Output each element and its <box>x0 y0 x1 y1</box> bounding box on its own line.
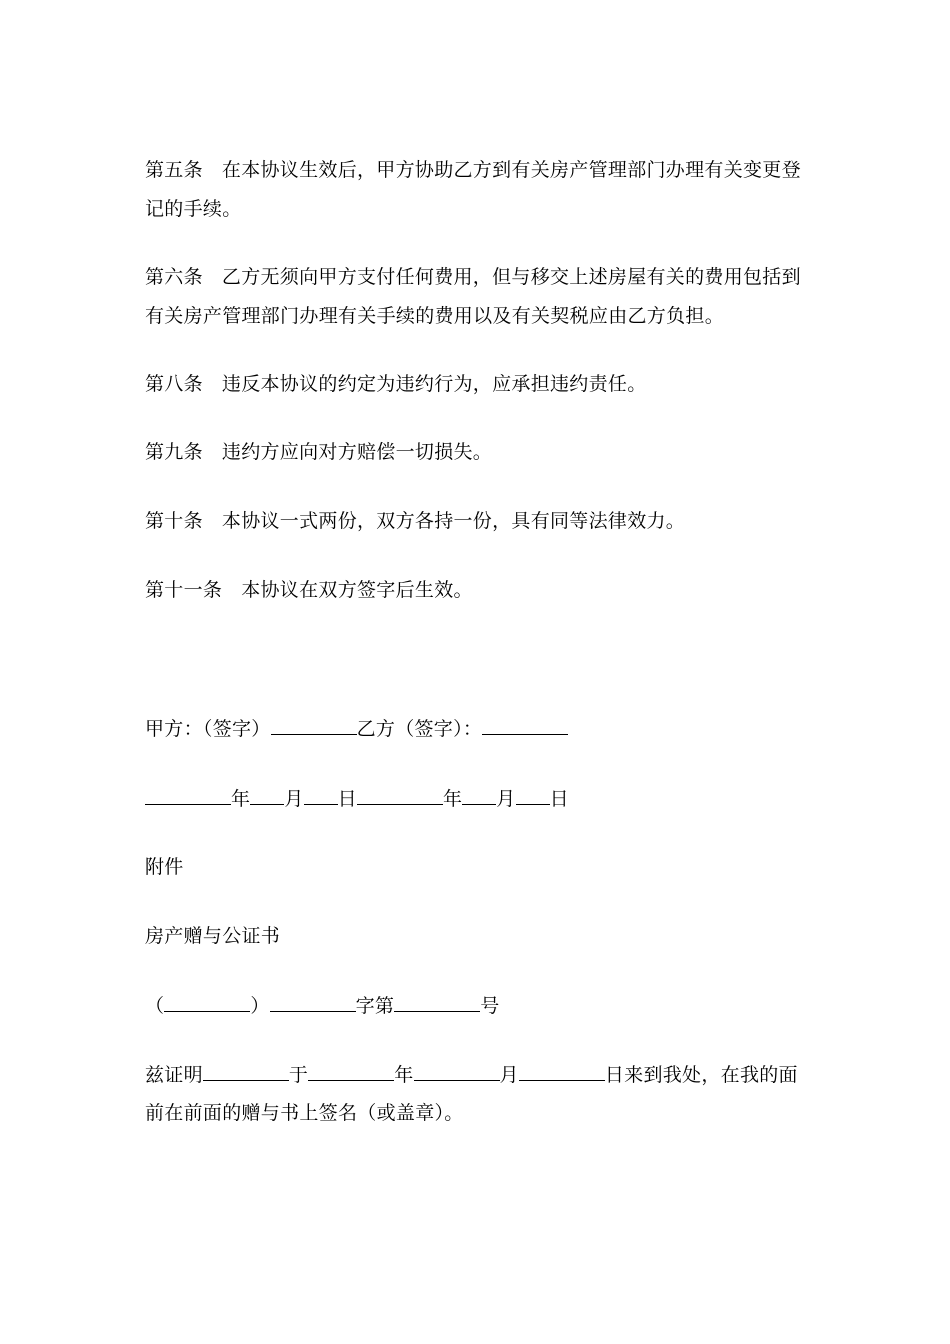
cert-day-text: 日来到我处，在我的面 <box>604 1064 798 1086</box>
article-6-number: 第六条 <box>145 266 203 288</box>
certificate-number-blank[interactable] <box>394 993 480 1012</box>
year-label: 年 <box>231 788 251 810</box>
party-a-label: 甲方：（签字） <box>145 718 271 740</box>
article-8-text: 违反本协议的约定为违约行为，应承担违约责任。 <box>221 373 647 395</box>
cert-at: 于 <box>288 1064 309 1086</box>
cert-day-blank[interactable] <box>519 1062 605 1081</box>
cert-year-label: 年 <box>394 1064 414 1086</box>
article-6-text: 乙方无须向甲方支付任何费用，但与移交上述房屋有关的费用包括到 <box>221 266 801 288</box>
article-5-line-1 <box>145 158 801 182</box>
attachment-title: 房产赠与公证书 <box>145 925 281 947</box>
party-a-day-blank[interactable] <box>304 786 338 805</box>
article-8-number: 第八条 <box>145 373 203 395</box>
article-8 <box>145 372 647 396</box>
certificate-char-label: 字第 <box>355 995 395 1017</box>
article-5-text: 在本协议生效后，甲方协助乙方到有关房产管理部门办理有关变更登 <box>221 159 801 181</box>
party-a-year-blank[interactable] <box>145 786 231 805</box>
certificate-number-line <box>145 993 500 1018</box>
party-b-day-blank[interactable] <box>516 786 550 805</box>
signature-line <box>145 716 568 741</box>
article-10-number: 第十条 <box>145 510 203 532</box>
article-9-number: 第九条 <box>145 441 203 463</box>
day-label: 日 <box>337 788 357 810</box>
year-label: 年 <box>442 788 463 810</box>
party-a-month-blank[interactable] <box>250 786 284 805</box>
article-11 <box>145 578 473 602</box>
month-label: 月 <box>284 788 304 810</box>
party-b-label: 乙方（签字）： <box>356 718 483 740</box>
attachment-label: 附件 <box>145 856 184 878</box>
article-10 <box>145 509 685 533</box>
certificate-prefix-blank[interactable] <box>164 993 250 1012</box>
cert-prefix: 兹证明 <box>145 1064 203 1086</box>
article-10-text: 本协议一式两份，双方各持一份，具有同等法律效力。 <box>221 510 686 532</box>
cert-month-blank[interactable] <box>414 1062 500 1081</box>
article-11-text: 本协议在双方签字后生效。 <box>241 579 473 601</box>
party-b-signature-blank[interactable] <box>482 716 568 735</box>
article-11-number: 第十一条 <box>145 579 223 601</box>
date-line <box>145 786 569 811</box>
article-5-number: 第五条 <box>145 159 203 181</box>
party-b-year-blank[interactable] <box>357 786 443 805</box>
article-6-line-1 <box>145 265 801 289</box>
article-5-line-2: 记的手续。 <box>145 198 242 220</box>
cert-name-blank[interactable] <box>203 1062 289 1081</box>
article-9 <box>145 440 492 464</box>
certificate-char-blank[interactable] <box>270 993 356 1012</box>
month-label: 月 <box>496 788 516 810</box>
article-6-line-2: 有关房产管理部门办理有关手续的费用以及有关契税应由乙方负担。 <box>145 305 725 327</box>
cert-year-blank[interactable] <box>308 1062 394 1081</box>
certificate-text-line-2: 前在前面的赠与书上签名（或盖章）。 <box>145 1102 464 1124</box>
certificate-text-line-1 <box>145 1062 798 1087</box>
open-paren: （ <box>145 995 165 1017</box>
day-label: 日 <box>549 788 569 810</box>
certificate-number-suffix: 号 <box>480 995 500 1017</box>
party-a-signature-blank[interactable] <box>271 716 357 735</box>
article-9-text: 违约方应向对方赔偿一切损失。 <box>221 441 493 463</box>
cert-month-label: 月 <box>499 1064 519 1086</box>
close-paren: ） <box>250 995 270 1017</box>
party-b-month-blank[interactable] <box>462 786 496 805</box>
